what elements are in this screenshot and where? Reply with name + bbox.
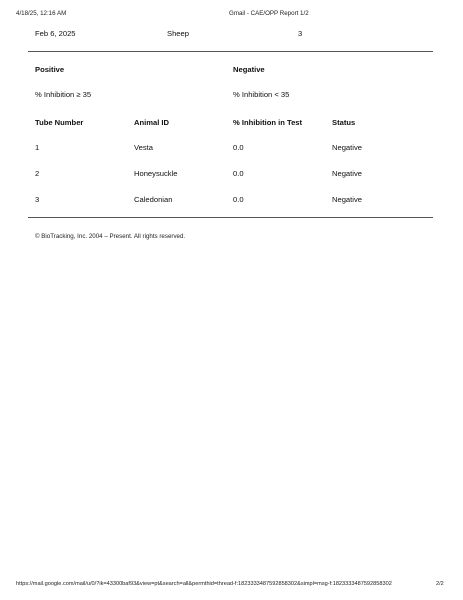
cell-animal-id: Honeysuckle <box>134 169 178 178</box>
print-url: https://mail.google.com/mail/u/0/?ik=43300baf93&view=pt&search=all&permthid=thread-f:1823333487592858302&simpl=msg-f:1823333487592858302 <box>16 581 392 587</box>
cell-animal-id: Vesta <box>134 143 153 152</box>
cell-tube-number: 1 <box>35 143 40 152</box>
divider-bottom <box>28 217 433 218</box>
cell-tube-number: 3 <box>35 195 40 204</box>
negative-label: Negative <box>233 65 265 74</box>
copyright-notice: © BioTracking, Inc. 2004 – Present. All rights reserved. <box>35 233 186 240</box>
cell-inhibition: 0.0 <box>233 169 244 178</box>
sample-count: 3 <box>298 29 303 38</box>
print-page-number: 2/2 <box>436 581 444 587</box>
divider-top <box>28 51 433 52</box>
cell-tube-number: 2 <box>35 169 40 178</box>
cell-status: Negative <box>332 169 362 178</box>
cell-inhibition: 0.0 <box>233 195 244 204</box>
cell-inhibition: 0.0 <box>233 143 244 152</box>
positive-rule: % Inhibition ≥ 35 <box>35 90 92 99</box>
cell-status: Negative <box>332 143 362 152</box>
col-header-inhibition: % Inhibition in Test <box>233 118 303 127</box>
col-header-animal-id: Animal ID <box>134 118 170 127</box>
col-header-status: Status <box>332 118 356 127</box>
print-title: Gmail - CAE/OPP Report 1/2 <box>229 10 309 17</box>
negative-rule: % Inhibition < 35 <box>233 90 290 99</box>
cell-status: Negative <box>332 195 362 204</box>
species: Sheep <box>167 29 189 38</box>
positive-label: Positive <box>35 65 65 74</box>
print-datetime: 4/18/25, 12:16 AM <box>16 10 67 17</box>
cell-animal-id: Caledonian <box>134 195 173 204</box>
test-date: Feb 6, 2025 <box>35 29 76 38</box>
col-header-tube-number: Tube Number <box>35 118 84 127</box>
